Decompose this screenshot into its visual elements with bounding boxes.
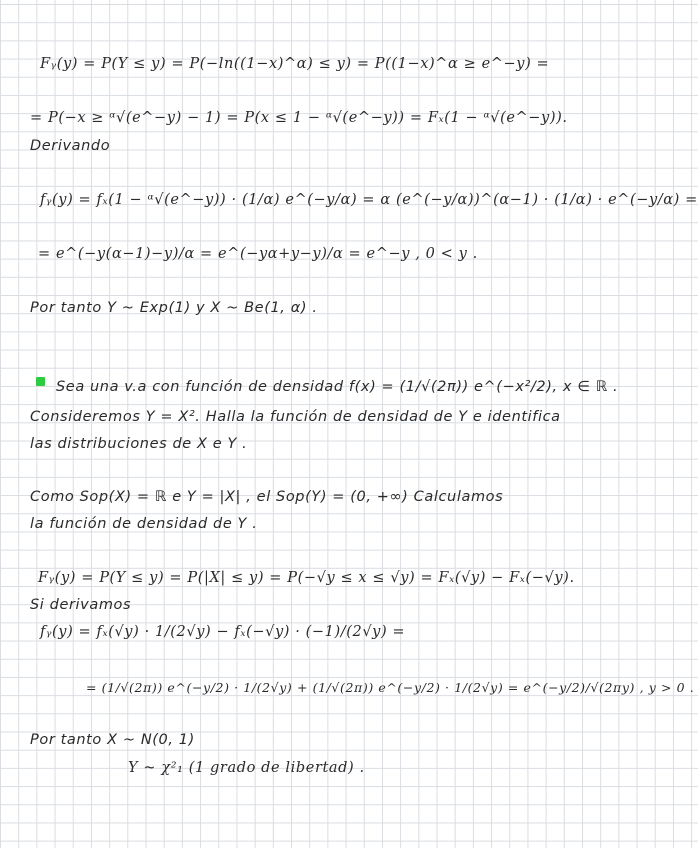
green-bullet-icon <box>36 377 45 386</box>
line-conclusion-2-cont: Y ~ χ²₁ (1 grado de libertad) . <box>128 760 365 776</box>
line-cdf-y-cont: = P(−x ≥ ᵅ√(e^−y) − 1) = P(x ≤ 1 − ᵅ√(e^−y)) = Fₓ(1 − ᵅ√(e^−y)). <box>30 110 568 126</box>
line-conclusion-2: Por tanto X ~ N(0, 1) <box>30 732 195 748</box>
line-pdf-y: fᵧ(y) = fₓ(1 − ᵅ√(e^−y)) · (1/α) e^(−y/α) = α (e^(−y/α))^(α−1) · (1/α) · e^(−y/α) = <box>40 192 698 208</box>
line-support: Como Sop(X) = ℝ e Y = |X| , el Sop(Y) = (0, +∞) Calculamos <box>30 489 504 505</box>
line-cdf-y-2: Fᵧ(y) = P(Y ≤ y) = P(|X| ≤ y) = P(−√y ≤ x ≤ √y) = Fₓ(√y) − Fₓ(−√y). <box>38 570 575 586</box>
line-conclusion-1: Por tanto Y ~ Exp(1) y X ~ Be(1, α) . <box>30 300 318 316</box>
line-si-derivamos: Si derivamos <box>30 597 132 613</box>
line-derivando: Derivando <box>30 138 111 154</box>
line-pdf-y-2: fᵧ(y) = fₓ(√y) · 1/(2√y) − fₓ(−√y) · (−1)/(2√y) = <box>40 624 406 640</box>
line-problem-statement: Sea una v.a con función de densidad f(x) = (1/√(2π)) e^(−x²/2), x ∈ ℝ . <box>56 379 619 395</box>
line-problem-cont-1: Consideremos Y = X². Halla la función de densidad de Y e identifica <box>30 409 561 425</box>
line-support-cont: la función de densidad de Y . <box>30 516 258 532</box>
line-problem-cont-2: las distribuciones de X e Y . <box>30 436 248 452</box>
line-pdf-y-simplified: = e^(−y(α−1)−y)/α = e^(−yα+y−y)/α = e^−y , 0 < y . <box>38 246 478 262</box>
line-cdf-y: Fᵧ(y) = P(Y ≤ y) = P(−ln((1−x)^α) ≤ y) = P((1−x)^α ≥ e^−y) = <box>40 56 550 72</box>
line-pdf-y-2-result: = (1/√(2π)) e^(−y/2) · 1/(2√y) + (1/√(2π)) e^(−y/2) · 1/(2√y) = e^(−y/2)/√(2πy) , y > 0 . <box>86 680 695 695</box>
